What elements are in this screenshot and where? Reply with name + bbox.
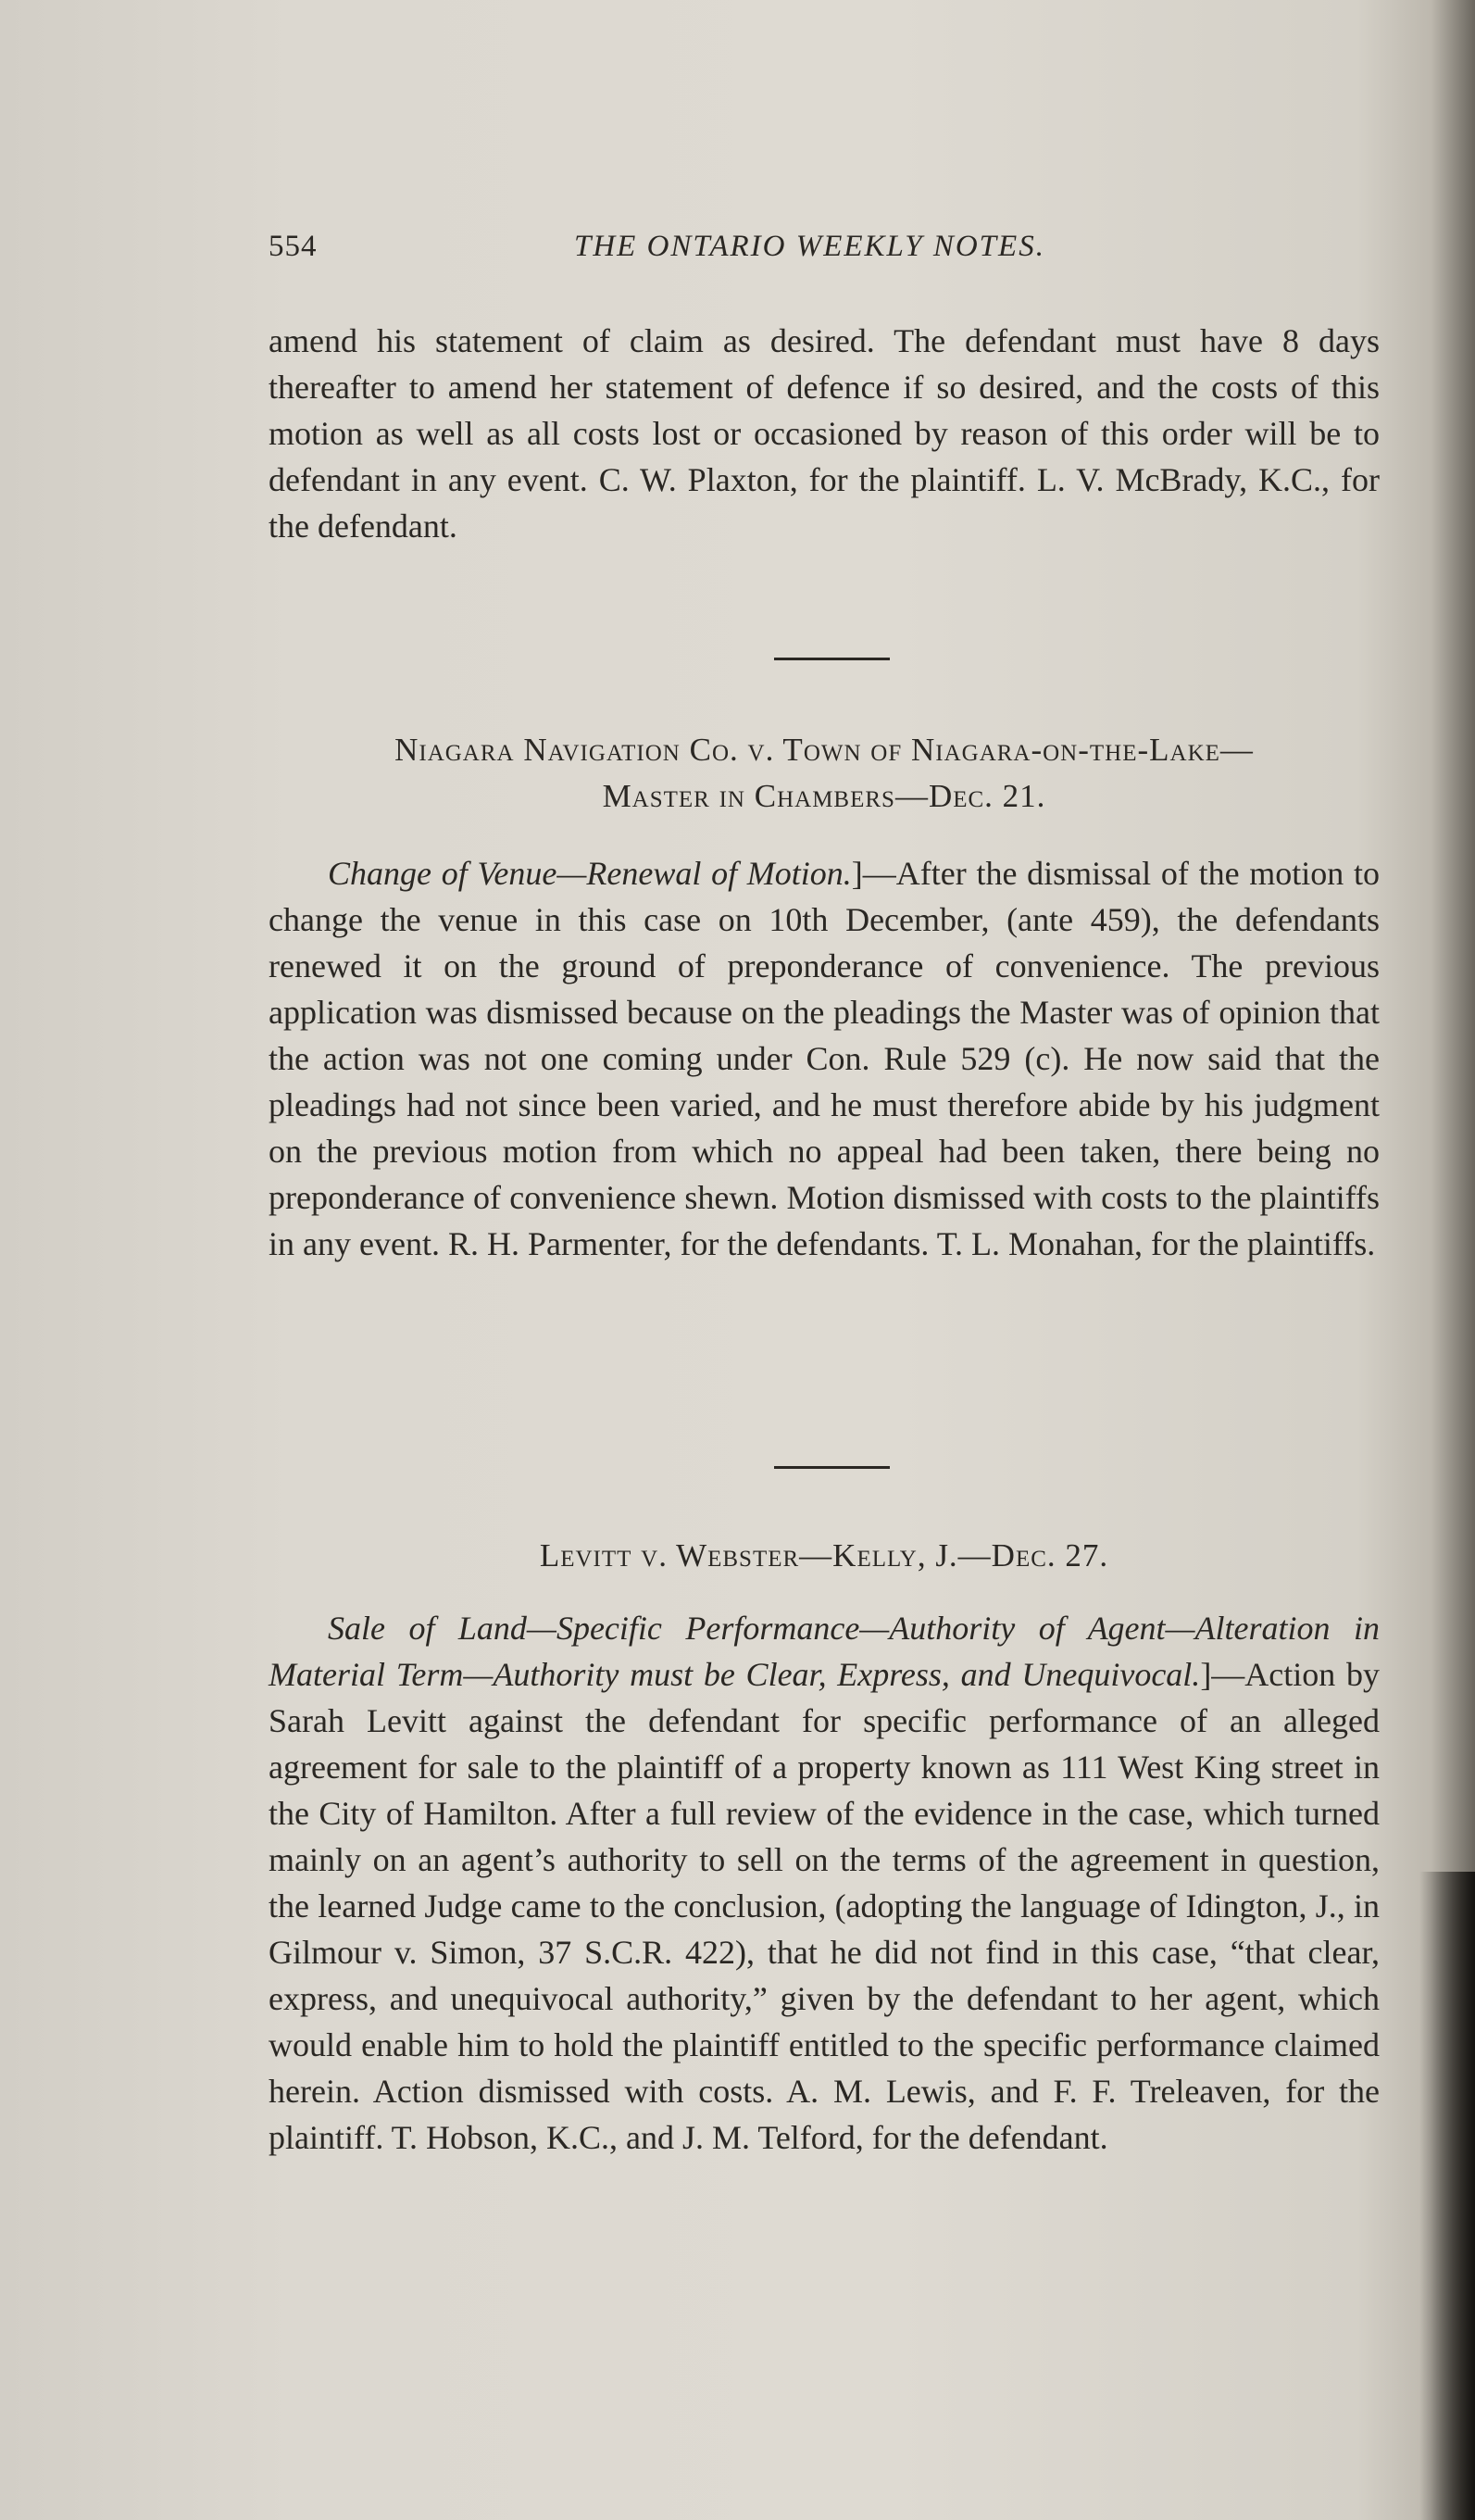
case-title-line-1: Niagara Navigation Co. v. Town of Niagara-on-the-Lake— bbox=[394, 732, 1254, 768]
section-divider bbox=[774, 658, 890, 660]
section-divider bbox=[774, 1466, 890, 1469]
page-number: 554 bbox=[269, 230, 318, 263]
case-text: ]—After the dismissal of the motion to change the venue in this case on 10th December, (ante 459), the defendants renewed it on the ground of preponderance of convenience. The previous application was dismissed because on the pleadings the Master was of opinion that the action was not one coming under Con. Rule 529 (c). He now said that the pleadings had not since been varied, and he must therefore abide by his judgment on the previous motion from which no appeal had been taken, there being no preponderance of convenience shewn. Motion dismissed with costs to the plaintiffs in any event. R. H. Parmenter, for the defendants. T. L. Monahan, for the plaintiffs. bbox=[269, 855, 1380, 1262]
case-headnote: Change of Venue—Renewal of Motion. bbox=[328, 855, 852, 892]
case-title-niagara bbox=[269, 727, 1380, 820]
case-title-line-2: Master in Chambers—Dec. 21. bbox=[602, 778, 1046, 814]
page-header bbox=[269, 230, 1194, 276]
case-headnote: Sale of Land—Specific Performance—Authority of Agent—Alteration in Material Term—Authority must be Clear, Express, and Unequivocal. bbox=[269, 1610, 1380, 1693]
case-body-levitt bbox=[269, 1605, 1380, 2161]
case-title-levitt: Levitt v. Webster—Kelly, J.—Dec. 27. bbox=[539, 1537, 1109, 1573]
paragraph-continuation: amend his statement of claim as desired. The defendant must have 8 days thereafter to amend her statement of defence if so desired, and the costs of this motion as well as all costs lost or occasioned by reason of this order will be to defendant in any event. C. W. Plaxton, for the plaintiff. L. V. McBrady, K.C., for the defendant. bbox=[269, 322, 1380, 545]
case-text: ]—Action by Sarah Levitt against the defendant for specific performance of an alleged agreement for sale to the plaintiff of a property known as 111 West King street in the City of Hamilton. After a full review of the evidence in the case, which turned mainly on an agent’s authority to sell on the terms of the agreement in question, the learned Judge came to the conclusion, (adopting the language of Idington, J., in Gilmour v. Simon, 37 S.C.R. 422), that he did not find in this case, “that clear, express, and unequivocal authority,” given by the defendant to her agent, which would enable him to hold the plaintiff entitled to the specific performance claimed herein. Action dismissed with costs. A. M. Lewis, and F. F. Treleaven, for the plaintiff. T. Hobson, K.C., and J. M. Telford, for the defendant. bbox=[269, 1656, 1381, 2156]
case-body-niagara bbox=[269, 850, 1380, 1267]
page-edge-shadow bbox=[1419, 1872, 1475, 2520]
running-head: THE ONTARIO WEEKLY NOTES. bbox=[574, 230, 1045, 263]
